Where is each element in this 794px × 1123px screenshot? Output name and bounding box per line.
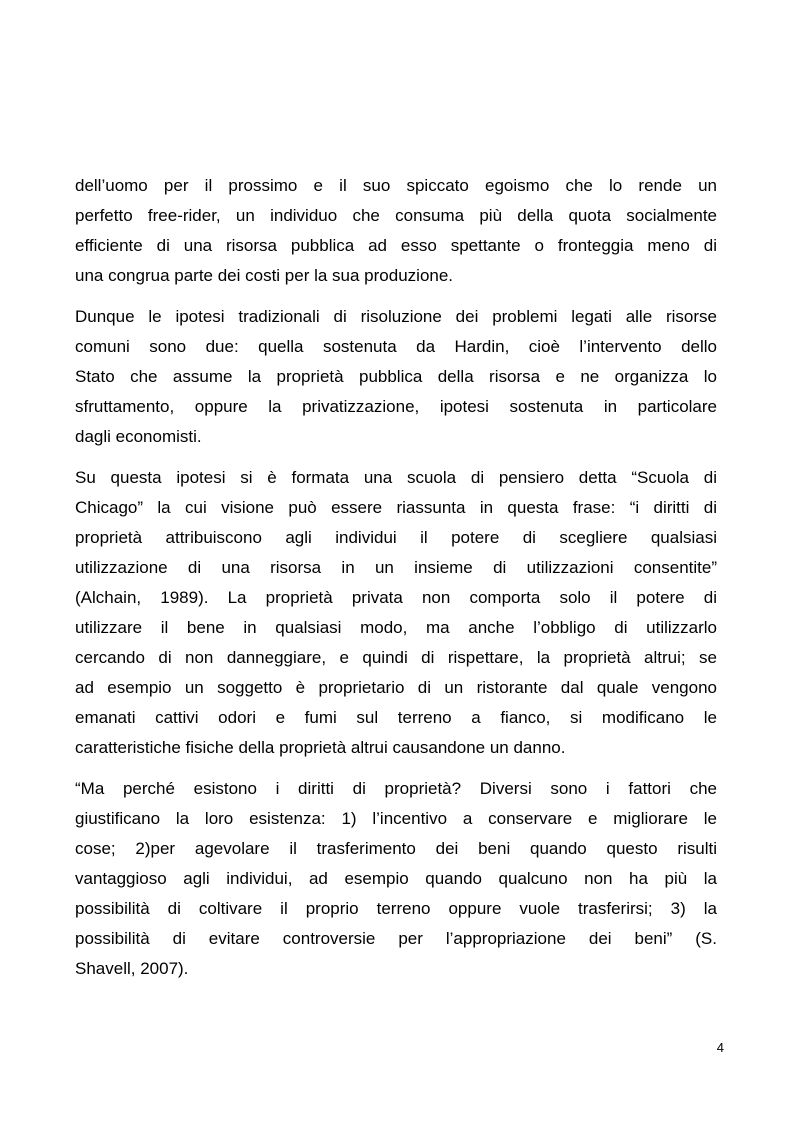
text-line: una congrua parte dei costi per la sua produzione. [75, 266, 454, 285]
text-line: perfetto free-rider, un individuo che consuma più della quota socialmente [75, 206, 717, 225]
paragraph [75, 302, 717, 452]
text-line: Chicago” la cui visione può essere riassunta in questa frase: “i diritti di [75, 498, 717, 517]
text-line: utilizzazione di una risorsa in un insieme di utilizzazioni consentite” [75, 558, 717, 577]
text-line: cercando di non danneggiare, e quindi di rispettare, la proprietà altrui; se [75, 648, 717, 667]
text-line: dell’uomo per il prossimo e il suo spiccato egoismo che lo rende un [75, 176, 717, 195]
text-line: caratteristiche fisiche della proprietà altrui causandone un danno. [75, 738, 566, 757]
text-line: proprietà attribuiscono agli individui il potere di scegliere qualsiasi [75, 528, 717, 547]
text-line: efficiente di una risorsa pubblica ad esso spettante o fronteggia meno di [75, 236, 717, 255]
text-line: dagli economisti. [75, 427, 202, 446]
body-text [75, 171, 717, 995]
text-line: utilizzare il bene in qualsiasi modo, ma anche l’obbligo di utilizzarlo [75, 618, 717, 637]
text-line: possibilità di evitare controversie per l’appropriazione dei beni” (S. [75, 929, 717, 948]
text-line: giustificano la loro esistenza: 1) l’incentivo a conservare e migliorare le [75, 809, 717, 828]
text-line: (Alchain, 1989). La proprietà privata non comporta solo il potere di [75, 588, 717, 607]
text-line: emanati cattivi odori e fumi sul terreno a fianco, si modificano le [75, 708, 717, 727]
text-line: possibilità di coltivare il proprio terreno oppure vuole trasferirsi; 3) la [75, 899, 717, 918]
paragraph [75, 774, 717, 984]
paragraph [75, 171, 717, 291]
text-line: “Ma perché esistono i diritti di proprietà? Diversi sono i fattori che [75, 779, 717, 798]
text-line: ad esempio un soggetto è proprietario di un ristorante dal quale vengono [75, 678, 717, 697]
text-line: cose; 2)per agevolare il trasferimento dei beni quando questo risulti [75, 839, 717, 858]
text-line: Dunque le ipotesi tradizionali di risoluzione dei problemi legati alle risorse [75, 307, 717, 326]
text-line: comuni sono due: quella sostenuta da Hardin, cioè l’intervento dello [75, 337, 717, 356]
page-number: 4 [716, 1040, 724, 1055]
text-line: Su questa ipotesi si è formata una scuola di pensiero detta “Scuola di [75, 468, 717, 487]
text-line: Stato che assume la proprietà pubblica della risorsa e ne organizza lo [75, 367, 717, 386]
text-line: sfruttamento, oppure la privatizzazione, ipotesi sostenuta in particolare [75, 397, 717, 416]
text-line: vantaggioso agli individui, ad esempio quando qualcuno non ha più la [75, 869, 717, 888]
text-line: Shavell, 2007). [75, 959, 189, 978]
paragraph [75, 463, 717, 763]
